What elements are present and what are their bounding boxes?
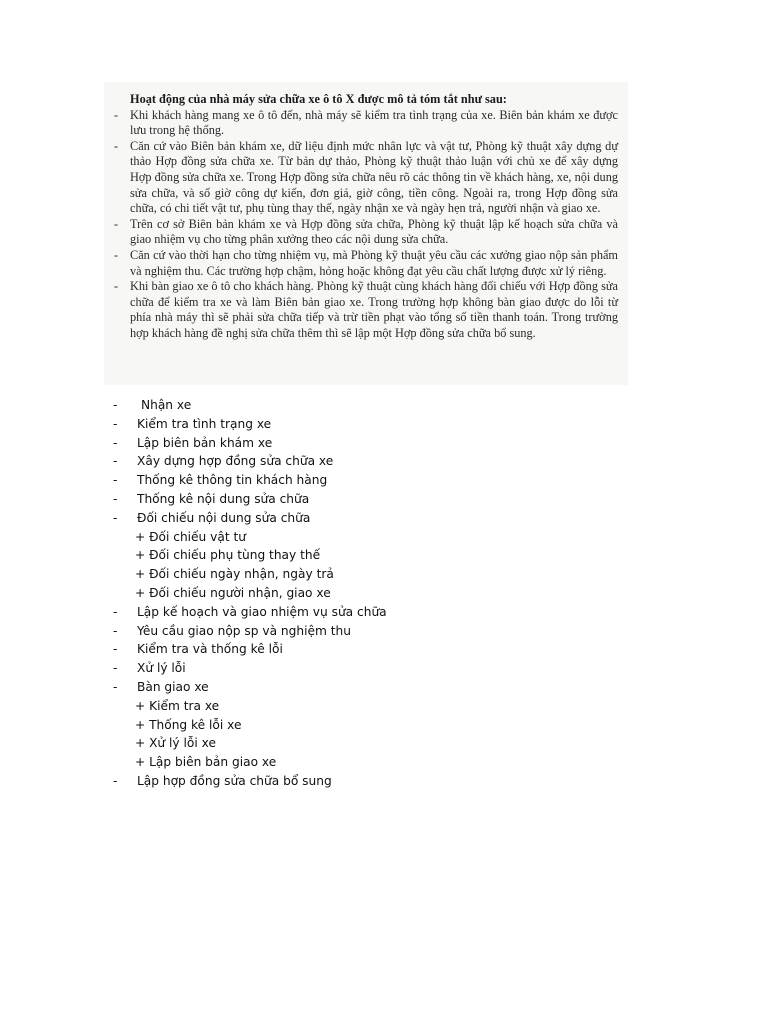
list-item-text: + Đối chiếu người nhận, giao xe (135, 585, 331, 600)
list-item-text: Xây dựng hợp đồng sửa chữa xe (137, 454, 334, 469)
list-item-text: Lập hợp đồng sửa chữa bổ sung (137, 773, 332, 788)
list-item-text: Lập kế hoạch và giao nhiệm vụ sửa chữa (137, 604, 387, 619)
list-marker: - (113, 679, 118, 694)
excerpt-paragraph (112, 217, 618, 248)
list-item-text: Bàn giao xe (137, 679, 209, 694)
list-marker: - (113, 416, 118, 431)
list-item-text: + Thống kê lỗi xe (135, 717, 242, 732)
list-item-text: Xử lý lỗi (137, 661, 186, 676)
paragraph-dash: - (114, 247, 119, 262)
list-item-text: Kiểm tra và thống kê lỗi (137, 642, 283, 657)
list-item-text: + Đối chiếu ngày nhận, ngày trả (135, 567, 334, 582)
list-item (113, 396, 673, 415)
sub-list-item (113, 565, 673, 584)
paragraph-dash: - (114, 216, 119, 231)
list-item (113, 452, 673, 471)
sub-list-item (113, 716, 673, 735)
sub-list-item (113, 584, 673, 603)
list-item-text: Nhận xe (141, 398, 192, 412)
list-marker: - (113, 473, 118, 488)
list-item (113, 772, 673, 791)
list-item-text: Kiểm tra tình trạng xe (137, 416, 272, 431)
list-item-text: + Xử lý lỗi xe (135, 736, 216, 751)
list-item (113, 678, 673, 697)
list-item (113, 490, 673, 509)
list-item-text: Đối chiếu nội dung sửa chữa (137, 510, 311, 525)
excerpt-paragraph (112, 248, 618, 279)
list-item (113, 509, 673, 528)
list-item-text: + Lập biên bản giao xe (135, 755, 277, 770)
sub-list-item (113, 697, 673, 716)
excerpt-title: Hoạt động của nhà máy sửa chữa xe ô tô X được mô tả tóm tắt như sau: (130, 92, 507, 106)
scanned-excerpt (104, 82, 628, 385)
list-item (113, 640, 673, 659)
list-marker: - (113, 398, 118, 412)
sub-list-item (113, 734, 673, 753)
sub-list-item (113, 753, 673, 772)
paragraph-dash: - (114, 138, 119, 153)
list-marker: - (113, 661, 118, 676)
list-item-text: Yêu cầu giao nộp sp và nghiệm thu (137, 623, 351, 638)
list-marker: - (113, 454, 118, 469)
excerpt-paragraph (112, 279, 618, 341)
sub-list-item (113, 546, 673, 565)
list-item-text: + Đối chiếu vật tư (135, 529, 246, 544)
list-marker: - (113, 491, 118, 506)
list-marker: - (113, 773, 118, 788)
list-item-text: + Kiểm tra xe (135, 698, 220, 713)
list-item (113, 622, 673, 641)
list-item (113, 603, 673, 622)
list-marker: - (113, 510, 118, 525)
list-item (113, 659, 673, 678)
paragraph-text: Căn cứ vào Biên bản khám xe, dữ liệu định mức nhân lực và vật tư, Phòng kỹ thuật xây dựng dự thảo Hợp đồng sửa chữa xe. Từ bản dự thảo, Phòng kỹ thuật thảo luận với chủ xe để xây dựng Hợp đồng sửa chữa xe. Trong Hợp đồng sửa chữa nêu rõ các thông tin về khách hàng, xe, nội dung sửa chữa, và số giờ công dự kiến, đơn giá, giờ công, tiền công. Ngoài ra, trong Hợp đồng sửa chữa, có chi tiết vật tư, phụ tùng thay thế, ngày nhận xe và ngày hẹn trả, người nhận và giao xe. (130, 138, 618, 216)
excerpt-paragraph (112, 139, 618, 217)
list-item (113, 415, 673, 434)
paragraph-text: Khi bàn giao xe ô tô cho khách hàng. Phòng kỹ thuật cùng khách hàng đối chiếu với Hợp đồng sửa chữa để kiểm tra xe và làm Biên bản giao xe. Trong trường hợp không bàn giao được do lỗi từ phía nhà máy thì sẽ phải sửa chữa tiếp và trừ tiền phạt vào tổng số tiền thanh toán. Trong trường hợp khách hàng đề nghị sửa chữa thêm thì sẽ lập một Hợp đồng sửa chữa bổ sung. (130, 279, 618, 340)
paragraph-text: Căn cứ vào thời hạn cho từng nhiệm vụ, mà Phòng kỹ thuật yêu cầu các xưởng giao nộp sản phẩm và nghiệm thu. Các trường hợp chậm, hỏng hoặc không đạt yêu cầu chất lượng được xử lý riêng. (130, 247, 618, 278)
list-marker: - (113, 435, 118, 450)
paragraph-text: Khi khách hàng mang xe ô tô đến, nhà máy sẽ kiểm tra tình trạng của xe. Biên bản khám xe được lưu trong hệ thống. (130, 107, 618, 138)
list-marker: - (113, 604, 118, 619)
list-item-text: + Đối chiếu phụ tùng thay thế (135, 548, 321, 563)
list-item-text: Thống kê thông tin khách hàng (137, 473, 328, 488)
task-outline (113, 396, 673, 791)
list-item-text: Thống kê nội dung sửa chữa (137, 491, 310, 506)
excerpt-paragraph (112, 108, 618, 139)
paragraph-dash: - (114, 107, 119, 122)
list-marker: - (113, 642, 118, 657)
paragraph-dash: - (114, 279, 119, 294)
list-item-text: Lập biên bản khám xe (137, 435, 273, 450)
list-item (113, 471, 673, 490)
list-marker: - (113, 623, 118, 638)
paragraph-text: Trên cơ sở Biên bản khám xe và Hợp đồng sửa chữa, Phòng kỹ thuật lập kế hoạch sửa chữa và giao nhiệm vụ cho từng phân xưởng theo các nội dung sửa chữa. (130, 216, 618, 247)
sub-list-item (113, 528, 673, 547)
list-item (113, 434, 673, 453)
